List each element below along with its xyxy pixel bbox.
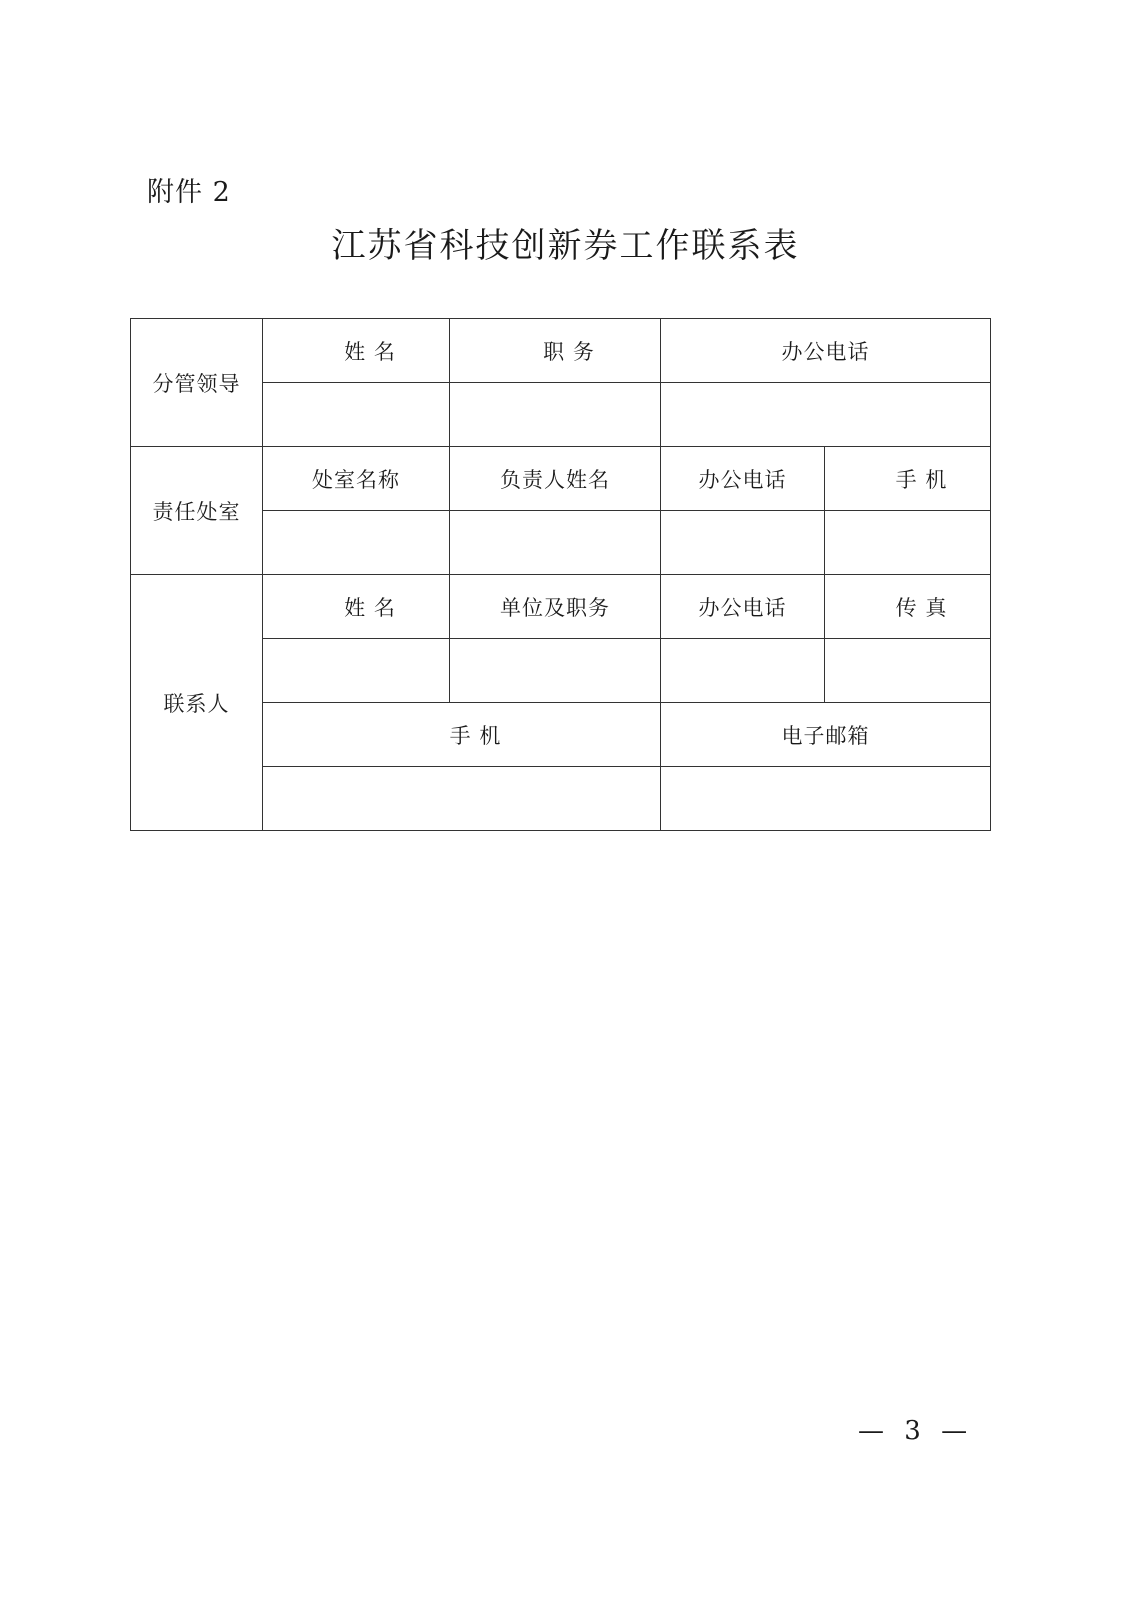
department-header-row [131,447,991,511]
contact-email-cell[interactable] [661,767,991,831]
department-office-phone-cell[interactable] [661,511,825,575]
department-head-name-header: 负责人姓名 [450,447,661,511]
contact-name-cell[interactable] [263,639,450,703]
department-mobile-header: 手 机 [825,447,991,511]
contact-table [130,318,991,831]
contact-mobile-cell[interactable] [263,767,661,831]
contact-name-header: 姓 名 [263,575,450,639]
page-number: — 3 — [858,1416,974,1446]
leader-header-row [131,319,991,383]
department-head-name-cell[interactable] [450,511,661,575]
section-label-contact: 联系人 [131,575,263,831]
leader-position-header: 职 务 [450,319,661,383]
contact-unit-position-header: 单位及职务 [450,575,661,639]
contact-mobile-header: 手 机 [263,703,661,767]
document-title: 江苏省科技创新券工作联系表 [331,226,800,266]
leader-position-cell[interactable] [450,383,661,447]
leader-office-phone-cell[interactable] [661,383,991,447]
department-office-phone-header: 办公电话 [661,447,825,511]
section-label-department: 责任处室 [131,447,263,575]
contact-header-row [131,575,991,639]
contact-fax-cell[interactable] [825,639,991,703]
department-name-header: 处室名称 [263,447,450,511]
leader-name-cell[interactable] [263,383,450,447]
attachment-label: 附件 2 [147,177,231,208]
leader-name-header: 姓 名 [263,319,450,383]
contact-unit-position-cell[interactable] [450,639,661,703]
contact-fax-header: 传 真 [825,575,991,639]
section-label-leader: 分管领导 [131,319,263,447]
leader-office-phone-header: 办公电话 [661,319,991,383]
department-mobile-cell[interactable] [825,511,991,575]
contact-office-phone-header: 办公电话 [661,575,825,639]
contact-office-phone-cell[interactable] [661,639,825,703]
contact-email-header: 电子邮箱 [661,703,991,767]
department-name-cell[interactable] [263,511,450,575]
